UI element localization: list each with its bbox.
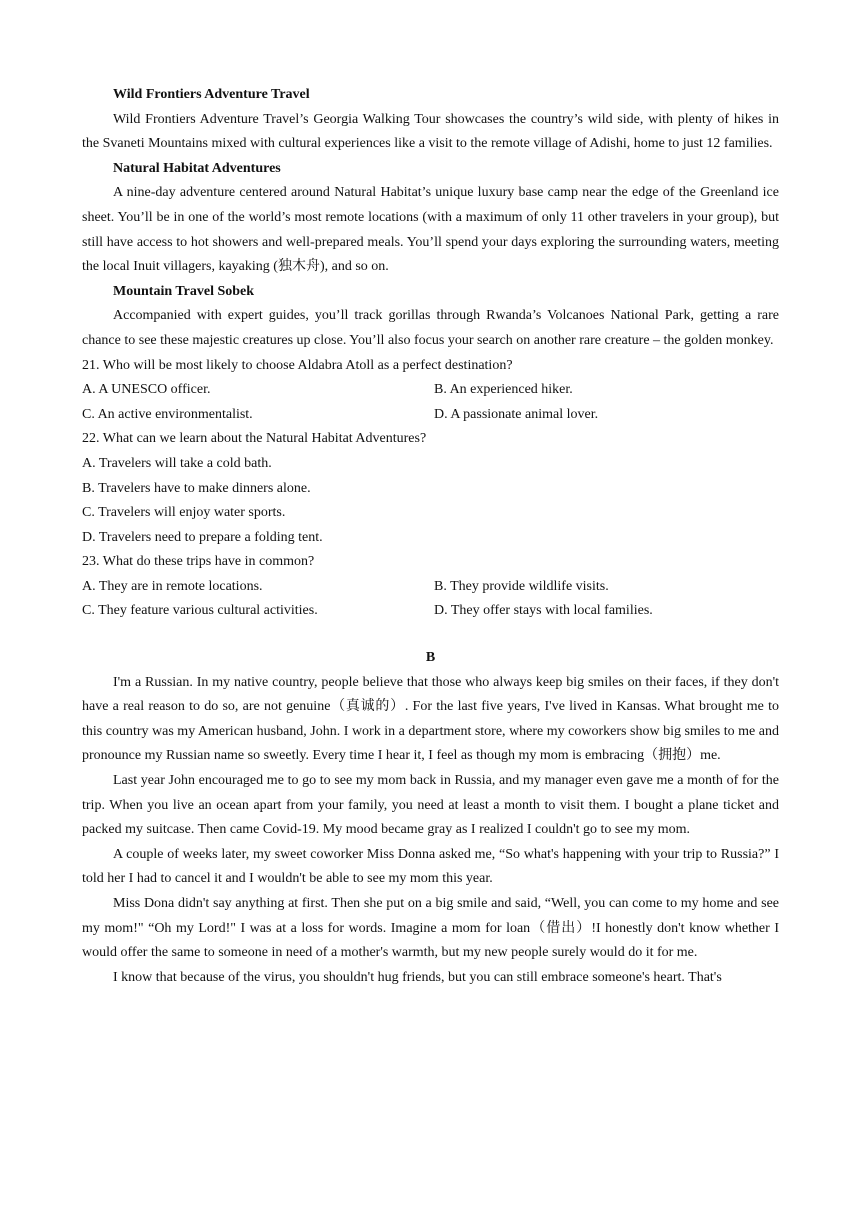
paragraph: I know that because of the virus, you shouldn't hug friends, but you can still embrace someone's heart. That's (113, 969, 722, 985)
option-a: A. They are in remote locations. (82, 578, 263, 594)
option-row (82, 378, 779, 403)
option-b: B. Travelers have to make dinners alone. (82, 480, 311, 496)
paragraph: Accompanied with expert guides, you’ll track gorillas through Rwanda’s Volcanoes National Park, getting a rare chance to see these majestic creatures up close. You’ll also focus your search on another rare creature – the golden monkey. (82, 308, 779, 348)
option-a: A. Travelers will take a cold bath. (82, 455, 272, 471)
question-stem: 21. Who will be most likely to choose Aldabra Atoll as a perfect destination? (82, 357, 513, 373)
option-row (82, 403, 779, 428)
section-heading: Wild Frontiers Adventure Travel (113, 87, 310, 102)
option-b: B. An experienced hiker. (434, 382, 573, 398)
option-row (82, 599, 779, 624)
option-a: A. A UNESCO officer. (82, 382, 211, 398)
option-c: C. An active environmentalist. (82, 406, 253, 422)
option-d: D. Travelers need to prepare a folding tent. (82, 529, 323, 545)
option-d: D. They offer stays with local families. (434, 603, 653, 619)
option-c: C. They feature various cultural activities. (82, 603, 318, 619)
question-stem: 23. What do these trips have in common? (82, 554, 315, 570)
option-c: C. Travelers will enjoy water sports. (82, 505, 286, 521)
document-page (82, 83, 779, 990)
paragraph: I'm a Russian. In my native country, people believe that those who always keep big smiles on their faces, if they don't have a real reason to do so, are not genuine（真诚的）. For the last five years, I've lived in Kansas. What brought me to this country was my American husband, John. I work in a department store, where my coworkers show big smiles to me and pronounce my Russian name so sweetly. Every time I hear it, I feel as though my mom is embracing（拥抱）me. (82, 674, 779, 764)
passage-title: B (425, 650, 436, 666)
option-row (82, 575, 779, 600)
option-d: D. A passionate animal lover. (434, 406, 599, 422)
paragraph: Wild Frontiers Adventure Travel’s Georgia Walking Tour showcases the country’s wild side, with plenty of hikes in the Svaneti Mountains mixed with cultural experiences like a visit to the remote village of Adishi, home to just 12 families. (82, 111, 779, 152)
paragraph: A nine-day adventure centered around Natural Habitat’s unique luxury base camp near the edge of the Greenland ice sheet. You’ll be in one of the world’s most remote locations (with a maximum of only 11 other travelers in your group), but still have access to hot showers and well-prepared meals. You’ll spend your days exploring the surrounding waters, meeting the local Inuit villagers, kayaking (独木舟), and so on. (82, 185, 779, 275)
paragraph: A couple of weeks later, my sweet coworker Miss Donna asked me, “So what's happening with your trip to Russia?” I told her I had to cancel it and I wouldn't be able to see my mom this year. (82, 846, 779, 887)
section-heading: Mountain Travel Sobek (113, 283, 255, 299)
section-heading: Natural Habitat Adventures (113, 160, 281, 176)
question-stem: 22. What can we learn about the Natural Habitat Adventures? (82, 431, 427, 447)
option-b: B. They provide wildlife visits. (434, 578, 609, 594)
paragraph: Miss Dona didn't say anything at first. Then she put on a big smile and said, “Well, you can come to my home and see my mom!" “Oh my Lord!" I was at a loss for words. Imagine a mom for loan（借出）!I honestly don't know whether I would offer the same to someone in need of a mother's warmth, but my new people surely would do it for me. (82, 896, 779, 961)
paragraph: Last year John encouraged me to go to see my mom back in Russia, and my manager even gave me a month of for the trip. When you live an ocean apart from your family, you need at least a month to visit them. I bought a plane ticket and packed my suitcase. Then came Covid-19. My mood became gray as I realized I couldn't go to see my mom. (82, 773, 779, 838)
